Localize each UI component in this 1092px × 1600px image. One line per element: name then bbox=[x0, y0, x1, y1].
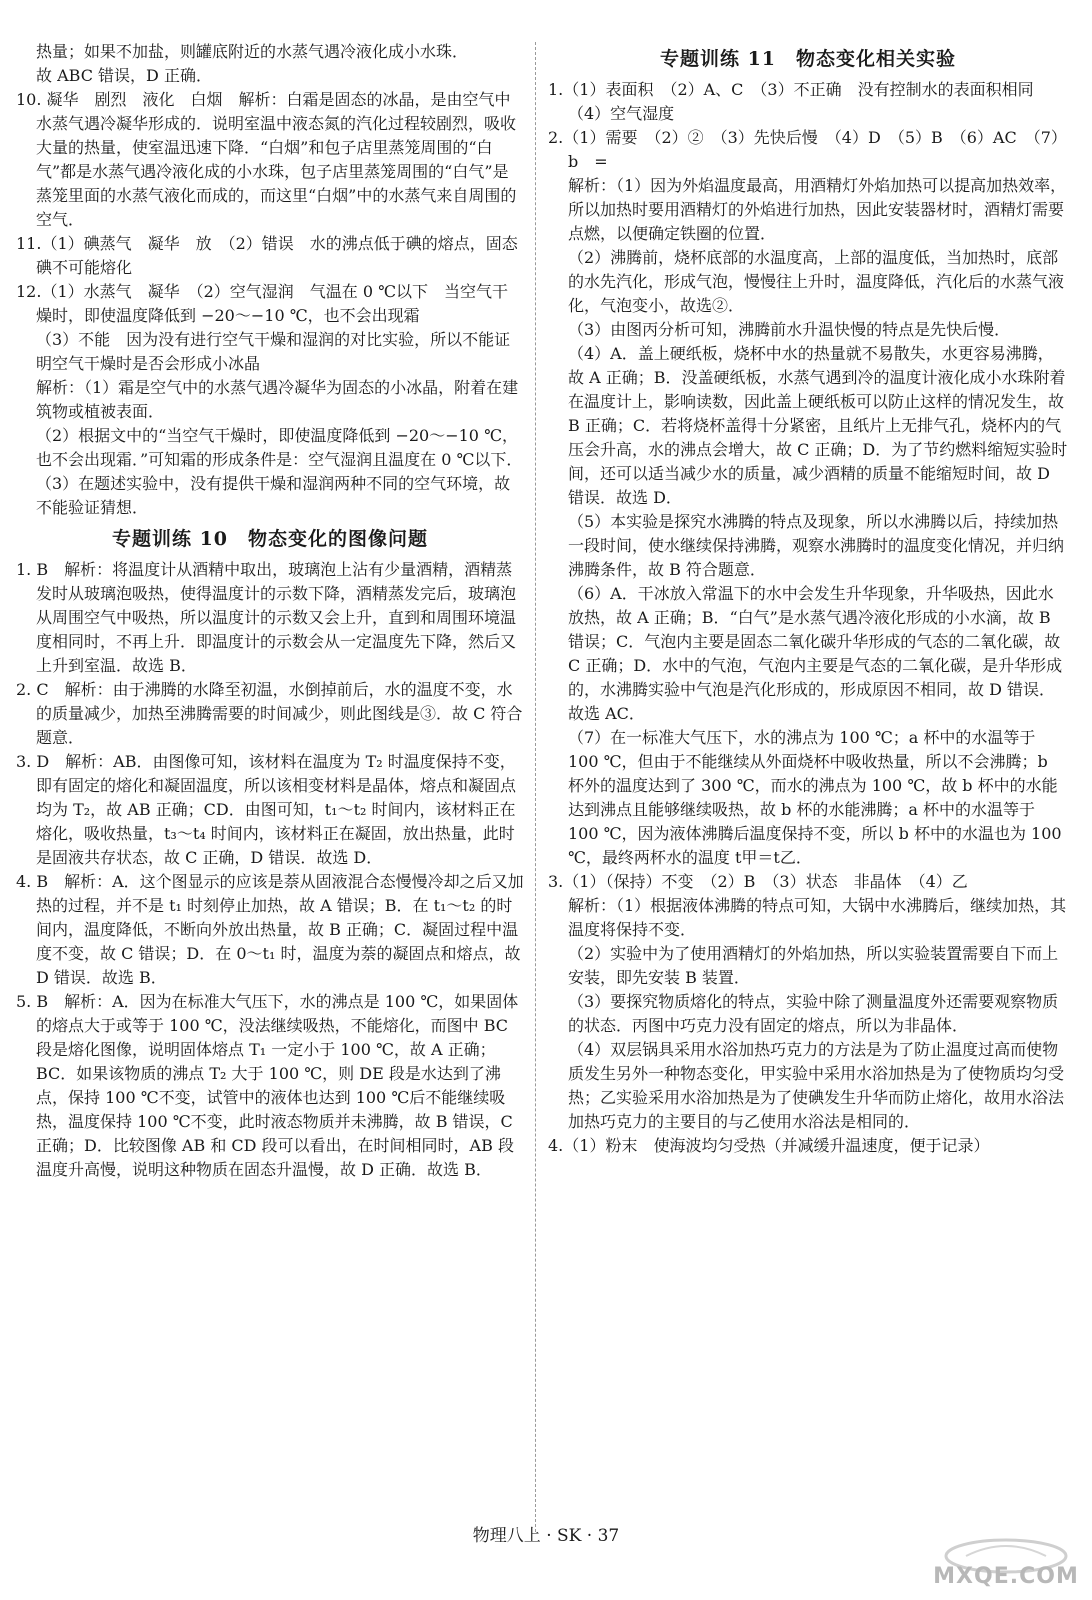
right-column bbox=[548, 40, 1068, 1158]
left-column bbox=[16, 40, 524, 1182]
answer-item: 11.（1）碘蒸气 凝华 放 （2）错误 水的沸点低于碘的熔点，固态碘不可能熔化 bbox=[16, 234, 518, 277]
page-footer: 物理八上 · SK · 37 bbox=[472, 1526, 620, 1546]
answer-item: 10. 凝华 剧烈 液化 白烟 解析：白霜是固态的冰晶，是由空气中水蒸气遇冷凝华形成的．说明室温中液态氮的汽化过程较剧烈，吸收大量的热量，使室温迅速下降．“白烟”和包子店里蒸笼周围的“白气”都是水蒸气遇冷液化成的小水珠，包子店里蒸笼周围的“白气”是蒸笼里面的水蒸气液化而成的，而这里“白烟”中的水蒸气来自周围的空气． bbox=[16, 90, 517, 229]
answer-text: （4）A．盖上硬纸板，烧杯中水的热量就不易散失，水更容易沸腾，故 A 正确；B．没盖硬纸板，水蒸气遇到冷的温度计液化成小水珠附着在温度计上，影响读数，因此盖上硬纸板可以防止这样的情况发生，故 B 正确；C．若将烧杯盖得十分紧密，且纸片上无排气孔，烧杯内的气压会升高，水的沸点会增大，故 C 正确；D．为了节约燃料缩短实验时间，还可以适当减少水的质量，减少酒精的质量不能缩短时间，故 D 错误．故选 D． bbox=[568, 344, 1068, 507]
answer-item: 1.（1）表面积 （2）A、C （3）不正确 没有控制水的表面积相同 （4）空气湿度 bbox=[548, 80, 1050, 123]
answer-text: （6）A．干冰放入常温下的水中会发生升华现象，升华吸热，因此水放热，故 A 正确；B．“白气”是水蒸气遇冷液化形成的小水滴，故 B 错误；C．气泡内主要是固态二氧化碳升华形成的气态的二氧化碳，故 C 正确；D．水中的气泡，气泡内主要是气态的二氧化碳，是升华形成的，水沸腾实验中气泡是汽化形成的，形成原因不相同，故 D 错误．故选 AC． bbox=[568, 584, 1063, 723]
watermark-text: MXQE.COM bbox=[933, 1564, 1079, 1589]
answer-item: 3.（1）（保持）不变 （2）B （3）状态 非晶体 （4）乙 bbox=[548, 872, 968, 891]
answer-item: 5. B 解析：A．因为在标准大气压下，水的沸点是 100 ℃，如果固体的熔点大于或等于 100 ℃，没法继续吸热，不能熔化，而图中 BC 段是熔化图像，说明固体熔点 T₁ 一定小于 100 ℃，故 A 正确；BC．如果该物质的沸点 T₂ 大于 100 ℃，则 DE 段是水达到了沸点，保持 100 ℃不变，试管中的液体也达到 100 ℃后不能继续吸热，温度保持 100 ℃不变，此时液态物质并未沸腾，故 B 错误，C 正确；D．比较图像 AB 和 CD 段可以看出，在时间相同时，AB 段温度升高慢，说明这种物质在固态升温慢，故 D 正确．故选 B． bbox=[16, 992, 519, 1179]
answer-text: （2）沸腾前，烧杯底部的水温度高，上部的温度低，当加热时，底部的水先汽化，形成气泡，慢慢往上升时，温度降低，汽化后的水蒸气液化，气泡变小，故选②． bbox=[568, 248, 1065, 315]
answer-text: 故 ABC 错误，D 正确． bbox=[36, 66, 212, 85]
answer-item: 4. B 解析：A．这个图显示的应该是萘从固液混合态慢慢冷却之后又加热的过程，并不是 t₁ 时刻停止加热，故 A 错误；B．在 t₁～t₂ 的时间内，温度降低，不断向外放出热量，故 B 正确；C．凝固过程中温度不变，故 C 错误；D．在 0～t₁ 时，温度为萘的凝固点和熔点，故 D 错误．故选 B． bbox=[16, 872, 524, 987]
answer-text: （3）要探究物质熔化的特点，实验中除了测量温度外还需要观察物质的状态．丙图中巧克力没有固定的熔点，所以为非晶体． bbox=[568, 992, 1059, 1035]
answer-item: 2. C 解析：由于沸腾的水降至初温，水倒掉前后，水的温度不变，水的质量减少，加热至沸腾需要的时间减少，则此图线是③．故 C 符合题意． bbox=[16, 680, 523, 747]
answer-text: （3）不能 因为没有进行空气干燥和湿润的对比实验，所以不能证明空气干燥时是否会形成小冰晶 bbox=[36, 330, 511, 373]
answer-text: 热量；如果不加盐，则罐底附近的水蒸气遇冷液化成小水珠． bbox=[36, 42, 469, 61]
section-heading: 专题训练 11 物态变化相关实验 bbox=[659, 48, 957, 70]
answer-item: 12.（1）水蒸气 凝华 （2）空气湿润 气温在 0 ℃以下 当空气干燥时，即使温度降低到 −20～−10 ℃，也不会出现霜 bbox=[16, 282, 509, 325]
answer-text: （2）根据文中的“当空气干燥时，即使温度降低到 −20～−10 ℃，也不会出现霜．”可知霜的形成条件是：空气湿润且温度在 0 ℃以下． bbox=[36, 426, 523, 469]
answer-item: 4.（1）粉末 使海波均匀受热（并减缓升温速度，便于记录） bbox=[548, 1136, 990, 1155]
section-heading: 专题训练 10 物态变化的图像问题 bbox=[111, 528, 429, 550]
answer-item: 2.（1）需要 （2）② （3）先快后慢 （4）D （5）B （6）AC （7）b = bbox=[548, 128, 1067, 171]
answer-text: 解析：（1）因为外焰温度最高，用酒精灯外焰加热可以提高加热效率，所以加热时要用酒精灯的外焰进行加热，因此安装器材时，酒精灯需要点燃，以便确定铁圈的位置． bbox=[568, 176, 1067, 243]
answer-text: （3）在题述实验中，没有提供干燥和湿润两种不同的空气环境，故不能验证猜想． bbox=[36, 474, 511, 517]
column-divider bbox=[535, 42, 536, 1532]
answer-text: （3）由图丙分析可知，沸腾前水升温快慢的特点是先快后慢． bbox=[568, 320, 1011, 339]
answer-text: （2）实验中为了使用酒精灯的外焰加热，所以实验装置需要自下而上安装，即先安装 B 装置． bbox=[568, 944, 1059, 987]
answer-text: （4）双层锅具采用水浴加热巧克力的方法是为了防止温度过高而使物质发生另外一种物态变化，甲实验中采用水浴加热是为了使物质均匀受热；乙实验采用水浴加热是为了使碘发生升华而防止熔化，故用水浴法加热巧克力的主要目的与乙使用水浴法是相同的． bbox=[568, 1040, 1065, 1131]
answer-item: 1. B 解析：将温度计从酒精中取出，玻璃泡上沾有少量酒精，酒精蒸发时从玻璃泡吸热，使得温度计的示数下降，酒精蒸发完后，玻璃泡从周围空气中吸热，所以温度计的示数又会上升，直到和周围环境温度相同时，不再上升．即温度计的示数会从一定温度先下降，然后又上升到室温．故选 B． bbox=[16, 560, 517, 675]
answer-text: 解析：（1）霜是空气中的水蒸气遇冷凝华为固态的小冰晶，附着在建筑物或植被表面． bbox=[36, 378, 519, 421]
answer-text: 解析：（1）根据液体沸腾的特点可知，大锅中水沸腾后，继续加热，其温度将保持不变． bbox=[568, 896, 1067, 939]
answer-text: （5）本实验是探究水沸腾的特点及现象，所以水沸腾以后，持续加热一段时间，使水继续保持沸腾，观察水沸腾时的温度变化情况，并归纳沸腾条件，故 B 符合题意． bbox=[568, 512, 1065, 579]
answer-text: （7）在一标准大气压下，水的沸点为 100 ℃；a 杯中的水温等于 100 ℃，但由于不能继续从外面烧杯中吸收热量，所以不会沸腾；b 杯外的温度达到了 300 ℃，而水的沸点为 100 ℃，故 b 杯中的水能达到沸点且能够继续吸热，故 b 杯的水能沸腾；a 杯中的水温等于 100 ℃，因为液体沸腾后温度保持不变，所以 b 杯中的水温也为 100 ℃，最终两杯水的温度 t甲＝t乙． bbox=[568, 728, 1062, 867]
answer-item: 3. D 解析：AB．由图像可知，该材料在温度为 T₂ 时温度保持不变，即有固定的熔化和凝固温度，所以该相变材料是晶体，熔点和凝固点均为 T₂，故 AB 正确；CD．由图可知，t₁～t₂ 时间内，该材料正在熔化，吸收热量，t₃～t₄ 时间内，该材料正在凝固，放出热量，此时是固液共存状态，故 C 正确，D 错误．故选 D． bbox=[16, 752, 517, 867]
